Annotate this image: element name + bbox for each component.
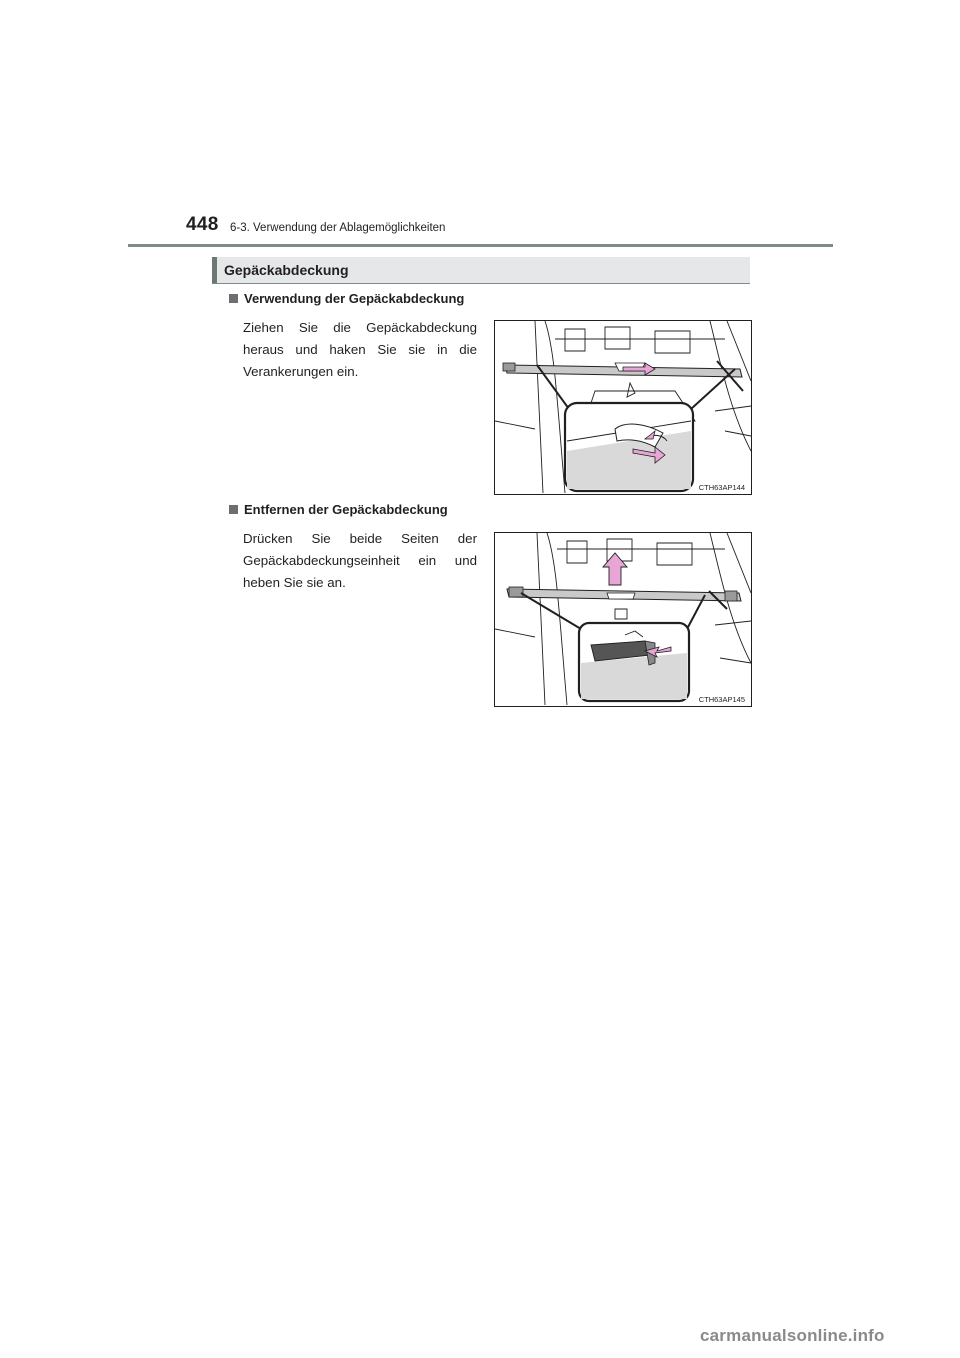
section-path: 6-3. Verwendung der Ablagemöglichkeiten (230, 222, 446, 234)
figure-code: CTH63AP145 (698, 695, 745, 704)
figure-remove-cover (494, 532, 752, 707)
header-rule (128, 244, 833, 247)
watermark: carmanualsonline.info (700, 1326, 885, 1345)
section-title-tab (212, 257, 217, 283)
section-title: Gepäckabdeckung (224, 262, 349, 278)
subheading-use-cover (229, 291, 464, 306)
section-title-bar (212, 257, 750, 284)
illustration-pull-cover-hook (495, 321, 751, 494)
subheading-remove-cover-text: Entfernen der Gepäckabdeckung (244, 502, 448, 517)
page-number: 448 (186, 214, 219, 235)
illustration-remove-cover (495, 533, 751, 706)
subheading-use-cover-text: Verwendung der Gepäckabdeckung (244, 291, 465, 306)
figure-use-cover (494, 320, 752, 495)
subheading-remove-cover (229, 502, 448, 517)
square-bullet-icon (229, 294, 238, 303)
figure-code: CTH63AP144 (698, 483, 745, 492)
instruction-remove-cover: Drücken Sie beide Seiten der Gepäckabdeckungseinheit ein und heben Sie sie an. (243, 531, 477, 590)
square-bullet-icon (229, 505, 238, 514)
instruction-use-cover: Ziehen Sie die Gepäckabdeckung heraus und haken Sie sie in die Verankerungen ein. (243, 320, 477, 379)
